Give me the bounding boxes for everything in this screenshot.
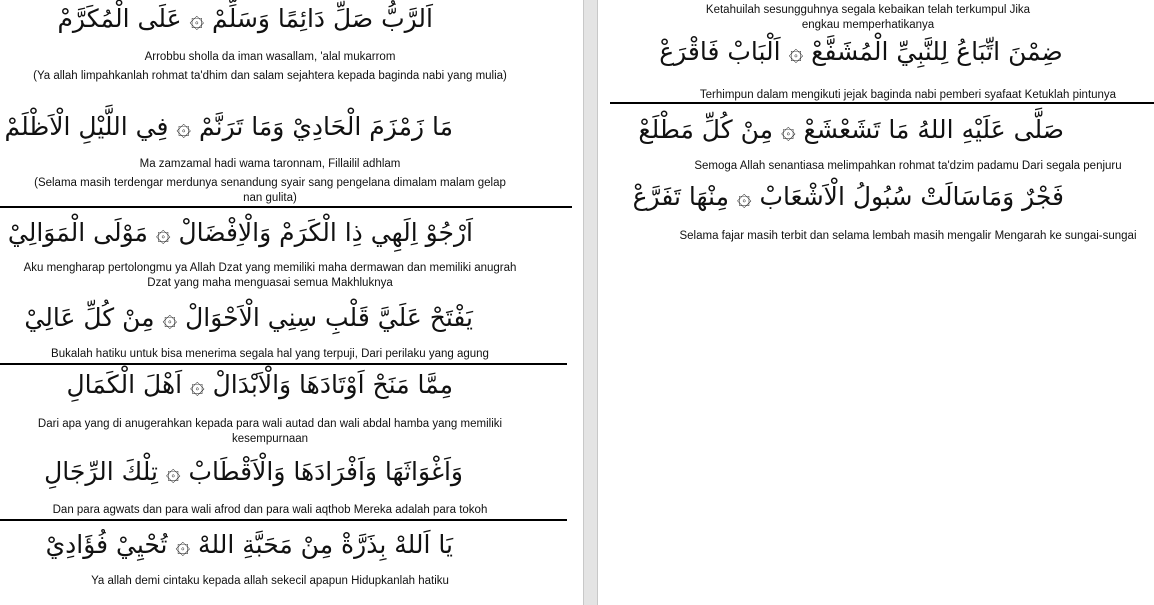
arabic-verse: ضِمْنَ اتِّبَاعُ لِلنَّبِيِّ الْمُشَفَّعْ ۞ اَلْبَابْ فَاقْرَعْ (659, 37, 1063, 66)
translation-text: (Selama masih terdengar merdunya senandung syair sang pengelana dimalam malam gelap nan gulita) (34, 177, 506, 204)
arabic-verse: يَفْتَحْ عَلَيَّ قَلْبِ سِنِي الْاَحْوَالْ ۞ مِنْ كُلِّ عَالِيْ (24, 303, 473, 332)
arabic-verse: يَا اَللهْ بِذَرَّةْ مِنْ مَحَبَّةِ اللهْ ۞ تُحْيِيْ فُؤَادِيْ (45, 530, 453, 559)
latin-transliteration: Ma zamzamal hadi wama taronnam, Fillailil adhlam (139, 158, 401, 170)
translation-text: Ya allah demi cintaku kepada allah sekecil apapun Hidupkanlah hatiku (91, 575, 449, 587)
translation-text: Ketahuilah sesungguhnya segala kebaikan telah terkumpul Jika engkau memperhatikanya (705, 4, 1031, 31)
arabic-verse: مِمَّا مَنَحْ اَوْتَادَهَا وَالْاَبْدَالْ ۞ اَهْلَ الْكَمَالِ (66, 370, 453, 399)
arabic-verse: اَرْجُوْ اِلَهِي ذِا الْكَرَمْ وَالْاِفْضَالْ ۞ مَوْلَى الْمَوَالِيْ (7, 218, 473, 247)
arabic-verse: وَاَغْوَاثَهَا وَاَفْرَادَهَا وَالْاَقْطَابْ ۞ تِلْكَ الرِّجَالِ (44, 457, 463, 486)
translation-text: Terhimpun dalam mengikuti jejak baginda nabi pemberi syafaat Ketuklah pintunya (699, 89, 1117, 101)
section-divider (610, 102, 1154, 104)
translation-text: (Ya allah limpahkanlah rohmat ta'dhim dan salam sejahtera kepada baginda nabi yang mulia) (33, 70, 507, 82)
translation-text: Aku mengharap pertolongmu ya Allah Dzat yang memiliki maha dermawan dan memiliki anugrah Dzat yang maha menguasai semua Makhluknya (23, 262, 517, 289)
translation-text: Semoga Allah senantiasa melimpahkan rohmat ta'dzim padamu Dari segala penjuru (694, 160, 1122, 172)
translation-text: Dan para agwats dan para wali afrod dan para wali aqthob Mereka adalah para tokoh (52, 504, 488, 516)
section-divider (0, 519, 567, 521)
arabic-verse: مَا زَمْزَمَ الْحَادِيْ وَمَا تَرَنَّمْ ۞ فِي اللَّيْلِ الْاَظْلَمْ (4, 112, 453, 141)
arabic-verse: صَلَّى عَلَيْهِ اللهُ مَا تَشَعْشَعْ ۞ مِنْ كُلِّ مَطْلَعْ (638, 115, 1064, 144)
translation-text: Bukalah hatiku untuk bisa menerima segala hal yang terpuji, Dari perilaku yang agung (51, 348, 489, 360)
arabic-verse: فَجْرٌ وَمَاسَالَتْ سُبُولُ الْاَشْعَابْ ۞ مِنْهَا تَفَرَّعْ (632, 182, 1064, 211)
translation-text: Selama fajar masih terbit dan selama lembah masih mengalir Mengarah ke sungai-sungai (679, 230, 1137, 242)
arabic-verse: اَلرَّبُّ صَلِّ دَائِمًا وَسَلِّمْ ۞ عَلَى الْمُكَرَّمْ (57, 4, 433, 33)
latin-transliteration: Arrobbu sholla da iman wasallam, 'alal mukarrom (144, 51, 396, 63)
page-gutter (583, 0, 598, 605)
section-divider (0, 363, 567, 365)
document-page-right (598, 0, 1154, 605)
section-divider (0, 206, 572, 208)
translation-text: Dari apa yang di anugerahkan kepada para wali autad dan wali abdal hamba yang memiliki kesempurnaan (37, 418, 503, 445)
